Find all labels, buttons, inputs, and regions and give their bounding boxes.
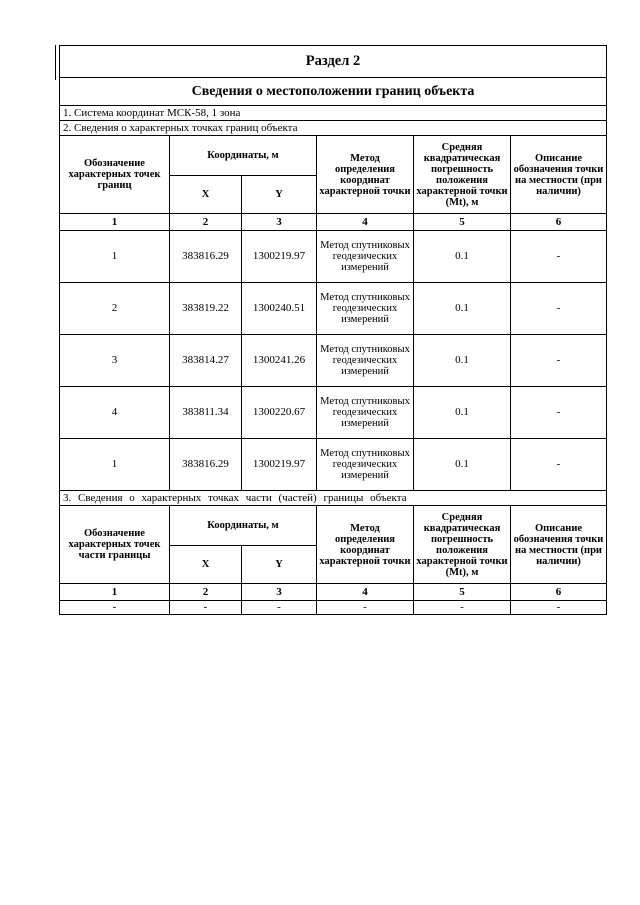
point-id: 4 bbox=[60, 387, 170, 439]
section-2-title: 2. Сведения о характерных точках границ объекта bbox=[60, 121, 607, 136]
header-method: Метод определения координат характерной точки bbox=[317, 506, 414, 584]
point-id: 1 bbox=[60, 231, 170, 283]
page-heading: Сведения о местоположении границ объекта bbox=[60, 78, 607, 106]
part-error: - bbox=[414, 601, 511, 615]
col-number: 3 bbox=[242, 584, 317, 601]
point-x: 383819.22 bbox=[170, 283, 242, 335]
point-x: 383816.29 bbox=[170, 231, 242, 283]
col-number: 2 bbox=[170, 214, 242, 231]
col-number: 4 bbox=[317, 214, 414, 231]
table-row bbox=[60, 231, 607, 283]
point-id: 3 bbox=[60, 335, 170, 387]
table-row bbox=[60, 387, 607, 439]
point-id: 2 bbox=[60, 283, 170, 335]
section-3-title: 3. Сведения о характерных точках части (частей) границы объекта bbox=[60, 491, 607, 506]
table-row bbox=[60, 283, 607, 335]
part-description: - bbox=[511, 601, 607, 615]
point-y: 1300220.67 bbox=[242, 387, 317, 439]
col-number: 3 bbox=[242, 214, 317, 231]
header-description: Описание обозначения точки на местности (при наличии) bbox=[511, 136, 607, 214]
col-number: 4 bbox=[317, 584, 414, 601]
point-description: - bbox=[511, 231, 607, 283]
point-method: Метод спутниковых геодезических измерений bbox=[317, 439, 414, 491]
part-method: - bbox=[317, 601, 414, 615]
coord-system-line: 1. Система координат МСК-58, 1 зона bbox=[60, 106, 607, 121]
col-number: 2 bbox=[170, 584, 242, 601]
point-description: - bbox=[511, 335, 607, 387]
point-description: - bbox=[511, 387, 607, 439]
header-x: X bbox=[170, 176, 242, 214]
header-x: X bbox=[170, 546, 242, 584]
point-error: 0.1 bbox=[414, 335, 511, 387]
header-designation-part: Обозначение характерных точек части границы bbox=[60, 506, 170, 584]
header-description: Описание обозначения точки на местности (при наличии) bbox=[511, 506, 607, 584]
point-method: Метод спутниковых геодезических измерений bbox=[317, 283, 414, 335]
col-number: 5 bbox=[414, 214, 511, 231]
col-number: 1 bbox=[60, 214, 170, 231]
point-method: Метод спутниковых геодезических измерений bbox=[317, 387, 414, 439]
header-y: Y bbox=[242, 546, 317, 584]
col-number: 6 bbox=[511, 584, 607, 601]
point-y: 1300219.97 bbox=[242, 231, 317, 283]
part-x: - bbox=[170, 601, 242, 615]
point-method: Метод спутниковых геодезических измерений bbox=[317, 231, 414, 283]
header-method: Метод определения координат характерной точки bbox=[317, 136, 414, 214]
header-error: Средняя квадратическая погрешность положения характерной точки (Mt), м bbox=[414, 136, 511, 214]
col-number: 1 bbox=[60, 584, 170, 601]
col-number: 5 bbox=[414, 584, 511, 601]
point-error: 0.1 bbox=[414, 387, 511, 439]
point-id: 1 bbox=[60, 439, 170, 491]
table-row bbox=[60, 439, 607, 491]
point-description: - bbox=[511, 283, 607, 335]
col-number: 6 bbox=[511, 214, 607, 231]
point-error: 0.1 bbox=[414, 439, 511, 491]
header-y: Y bbox=[242, 176, 317, 214]
header-designation: Обозначение характерных точек границ bbox=[60, 136, 170, 214]
header-coordinates: Координаты, м bbox=[170, 136, 317, 176]
table-row bbox=[60, 601, 607, 615]
point-method: Метод спутниковых геодезических измерений bbox=[317, 335, 414, 387]
point-error: 0.1 bbox=[414, 231, 511, 283]
section-title: Раздел 2 bbox=[60, 46, 607, 78]
point-x: 383816.29 bbox=[170, 439, 242, 491]
point-x: 383814.27 bbox=[170, 335, 242, 387]
point-x: 383811.34 bbox=[170, 387, 242, 439]
header-error: Средняя квадратическая погрешность положения характерной точки (Mt), м bbox=[414, 506, 511, 584]
part-id: - bbox=[60, 601, 170, 615]
table-row bbox=[60, 335, 607, 387]
point-y: 1300240.51 bbox=[242, 283, 317, 335]
point-error: 0.1 bbox=[414, 283, 511, 335]
part-y: - bbox=[242, 601, 317, 615]
point-description: - bbox=[511, 439, 607, 491]
header-coordinates: Координаты, м bbox=[170, 506, 317, 546]
boundary-table bbox=[59, 45, 607, 615]
point-y: 1300241.26 bbox=[242, 335, 317, 387]
point-y: 1300219.97 bbox=[242, 439, 317, 491]
